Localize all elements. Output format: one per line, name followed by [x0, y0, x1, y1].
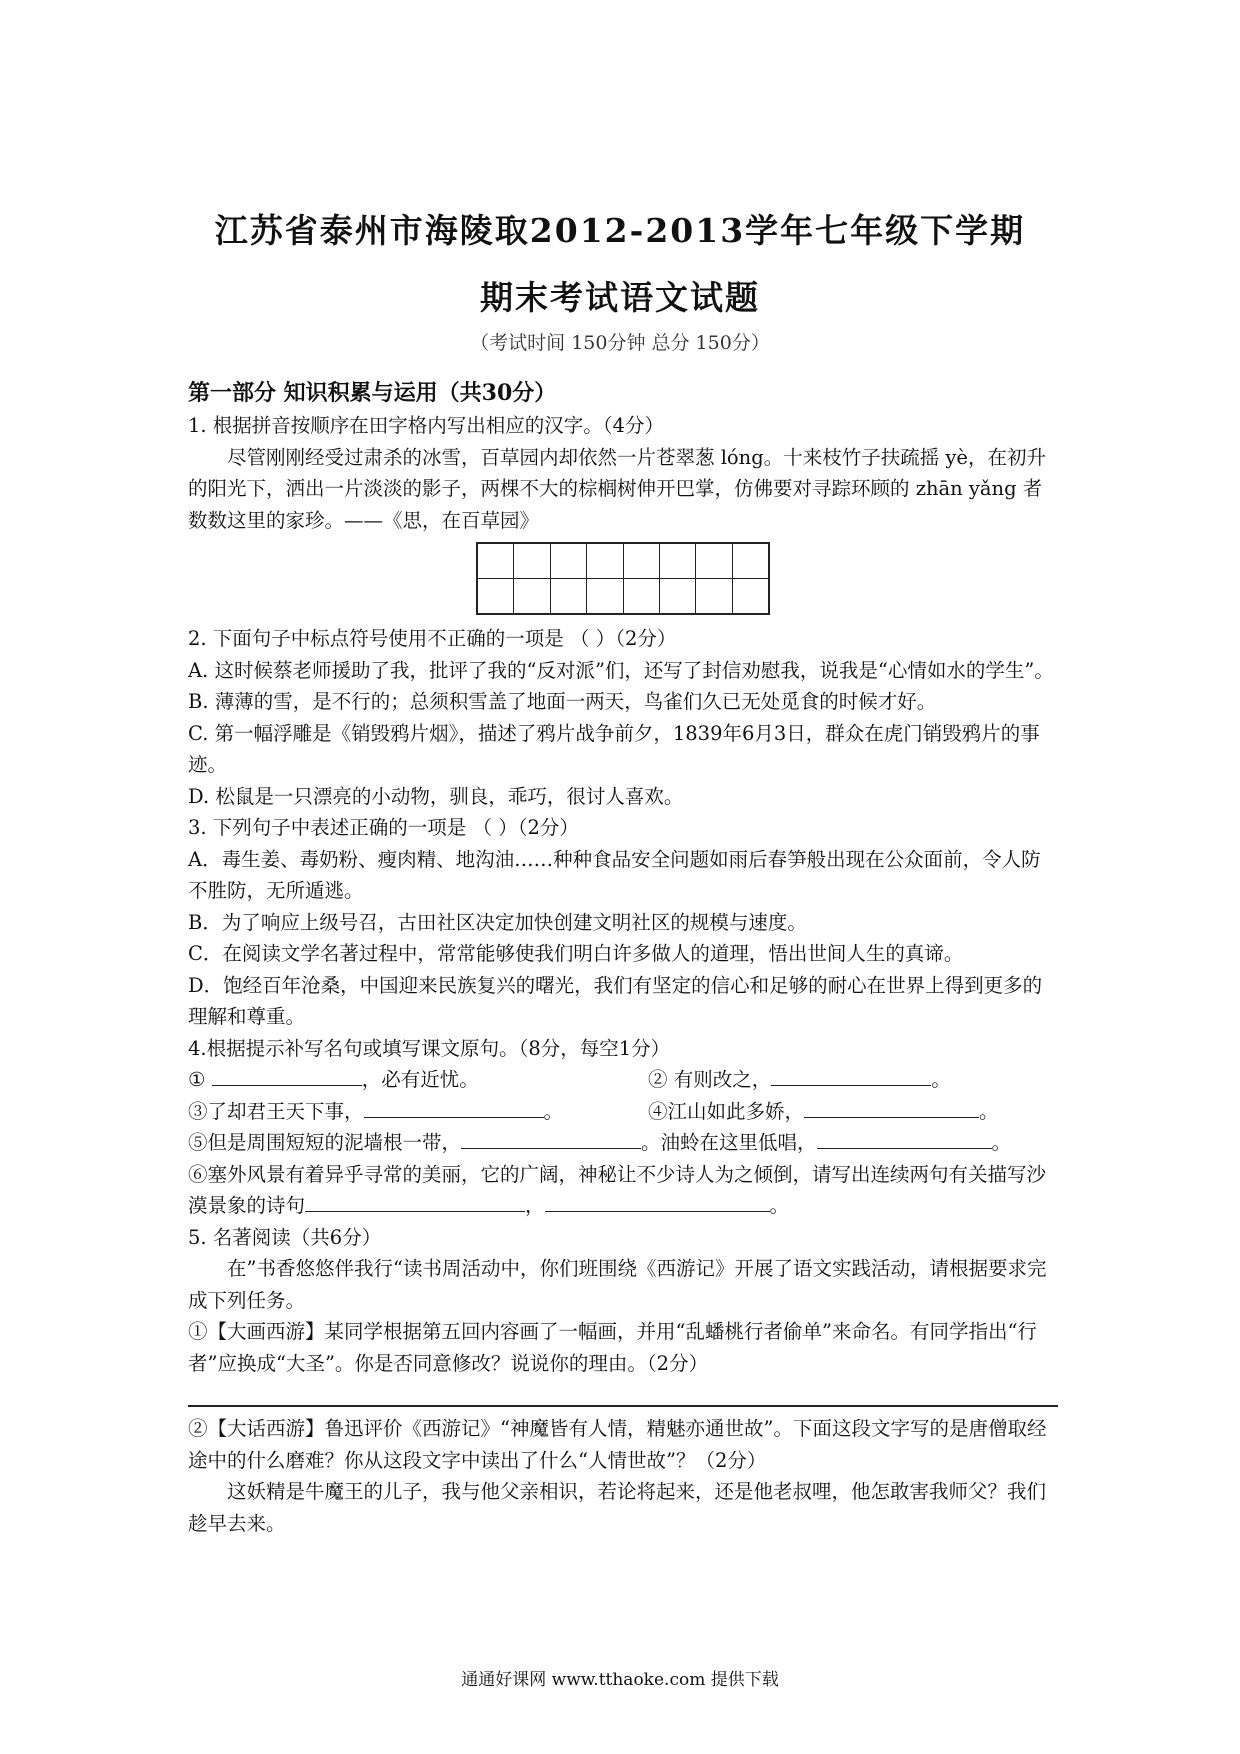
q4-item-6-text: ⑥塞外风景有着异乎寻常的美丽，它的广阔，神秘让不少诗人为之倾倒，请写出连续两句有关描写沙漠景象的诗句 — [188, 1162, 1047, 1217]
q3-option-d: D．饱经百年沧桑，中国迎来民族复兴的曙光，我们有坚定的信心和足够的耐心在世界上得到更多的理解和尊重。 — [188, 973, 1043, 1028]
grid-cell[interactable] — [623, 544, 659, 578]
q4-blank-4[interactable] — [804, 1097, 979, 1118]
grid-cell[interactable] — [732, 544, 768, 578]
grid-cell[interactable] — [695, 544, 731, 578]
q4-item-4-prefix: ④江山如此多娇， — [648, 1099, 805, 1123]
grid-cell[interactable] — [732, 579, 768, 613]
tianzi-grid — [476, 542, 770, 615]
q4-row-1 — [188, 1064, 1058, 1096]
q5-excerpt: 这妖精是牛魔王的儿子，我与他父亲相识，若论将起来，还是他老叔哩，他怎敢害我师父？我们趁早去来。 — [188, 1480, 1047, 1535]
title-line-2: 期末考试语文试题 — [480, 278, 760, 317]
q3-option-c: C．在阅读文学名著过程中，常常能够使我们明白许多做人的道理，悟出世间人生的真谛。 — [188, 942, 964, 965]
q4-prompt: 4.根据提示补写名句或填写课文原句。（8分，每空1分） — [188, 1036, 671, 1060]
grid-cell[interactable] — [478, 579, 513, 613]
q1-prompt: 1. 根据拼音按顺序在田字格内写出相应的汉字。（4分） — [188, 414, 664, 437]
grid-cell[interactable] — [659, 544, 695, 578]
q5-prompt: 5. 名著阅读（共6分） — [188, 1225, 382, 1249]
q4-row-3 — [188, 1127, 1058, 1159]
q4-item-6 — [188, 1159, 1058, 1222]
section-heading: 第一部分 知识积累与运用（共30分） — [188, 380, 557, 406]
q4-blank-5[interactable] — [461, 1128, 641, 1149]
q4-blank-1[interactable] — [212, 1065, 362, 1086]
grid-cell[interactable] — [586, 544, 622, 578]
footer-credit: 通通好课网 www.tthaoke.com 提供下载 — [461, 1670, 779, 1690]
q5-intro: 在”书香悠悠伴我行“读书周活动中，你们班围绕《西游记》开展了语文实践活动，请根据要求完成下列任务。 — [188, 1257, 1047, 1312]
grid-cell[interactable] — [695, 579, 731, 613]
grid-cell[interactable] — [659, 579, 695, 613]
q4-item-5-suffix: 。 — [991, 1131, 1012, 1154]
q3-option-a: A．毒生姜、毒奶粉、瘦肉精、地沟油……种种食品安全问题如雨后春笋般出现在公众面前，令人防不胜防，无所遁逃。 — [188, 847, 1041, 902]
q2-option-d: D. 松鼠是一只漂亮的小动物，驯良，乖巧，很讨人喜欢。 — [188, 784, 684, 808]
q2-prompt: 2. 下面句子中标点符号使用不正确的一项是 （ ）（2分） — [188, 627, 677, 650]
q4-blank-8[interactable] — [545, 1191, 770, 1212]
q4-item-5-prefix: ⑤但是周围短短的泥墙根一带， — [188, 1131, 462, 1154]
q4-item-6-separator: ， — [525, 1194, 545, 1217]
q4-item-2-prefix: ② 有则改之， — [648, 1068, 772, 1091]
q4-row-2 — [188, 1096, 1058, 1128]
answer-line[interactable] — [188, 1405, 1058, 1407]
q4-item-2-suffix: 。 — [931, 1068, 951, 1091]
q3-option-b: B．为了响应上级号召，古田社区决定加快创建文明社区的规模与速度。 — [188, 910, 807, 934]
grid-row — [478, 578, 768, 613]
q4-blank-6[interactable] — [817, 1128, 992, 1149]
q4-item-4-suffix: 。 — [979, 1099, 999, 1123]
q4-blank-3[interactable] — [364, 1097, 544, 1118]
title-line-1: 江苏省泰州市海陵取2012-2013学年七年级下学期 — [214, 211, 1026, 250]
q4-item-3-prefix: ③了却君王天下事， — [188, 1099, 364, 1123]
q4-item-1-prefix: ① — [188, 1068, 206, 1091]
grid-cell[interactable] — [550, 544, 586, 578]
grid-cell[interactable] — [623, 579, 659, 613]
q2-option-a: A. 这时候蔡老师援助了我，批评了我的“反对派”们，还写了封信劝慰我，说我是“心情如水的学生”。 — [188, 658, 1054, 682]
q3-prompt: 3. 下列句子中表述正确的一项是 （ ）（2分） — [188, 816, 579, 839]
exam-info: （考试时间 150分钟 总分 150分） — [470, 332, 770, 354]
exam-content — [188, 376, 1058, 1539]
q2-option-c: C. 第一幅浮雕是《销毁鸦片烟》，描述了鸦片战争前夕，1839年6月3日，群众在虎门销毁鸦片的事迹。 — [188, 721, 1040, 776]
q5-task-2: ②【大话西游】鲁迅评价《西游记》“神魔皆有人情，精魅亦通世故”。下面这段文字写的是唐僧取经途中的什么磨难？你从这段文字中读出了什么“人情世故”？（2分） — [188, 1417, 1047, 1472]
q4-item-6-suffix: 。 — [769, 1194, 790, 1217]
q4-item-1-suffix: ，必有近忧。 — [361, 1068, 479, 1091]
q1-passage: 尽管刚刚经受过肃杀的冰雪，百草园内却依然一片苍翠葱 lóng。十来枝竹子扶疏摇 yè，在初升的阳光下，洒出一片淡淡的影子，两棵不大的棕榈树伸开巴掌，仿佛要对寻踪环顾的 zhān yǎng 者数数这里的家珍。——《思，在百草园》 — [188, 445, 1046, 532]
q4-item-3-suffix: 。 — [543, 1099, 564, 1123]
grid-cell[interactable] — [586, 579, 622, 613]
grid-cell[interactable] — [513, 544, 549, 578]
q4-item-5-middle: 。油蛉在这里低唱， — [641, 1131, 817, 1154]
grid-cell[interactable] — [478, 544, 513, 578]
grid-row — [478, 544, 768, 578]
q4-blank-7[interactable] — [305, 1191, 525, 1212]
q5-task-1: ①【大画西游】某同学根据第五回内容画了一幅画，并用“乱蟠桃行者偷单”来命名。有同学指出“行者”应换成“大圣”。你是否同意修改？说说你的理由。（2分） — [188, 1320, 1037, 1375]
grid-cell[interactable] — [513, 579, 549, 613]
grid-cell[interactable] — [550, 579, 586, 613]
q2-option-b: B. 薄薄的雪，是不行的；总须积雪盖了地面一两天，鸟雀们久已无处觅食的时候才好。 — [188, 690, 937, 713]
q4-blank-2[interactable] — [771, 1065, 931, 1086]
